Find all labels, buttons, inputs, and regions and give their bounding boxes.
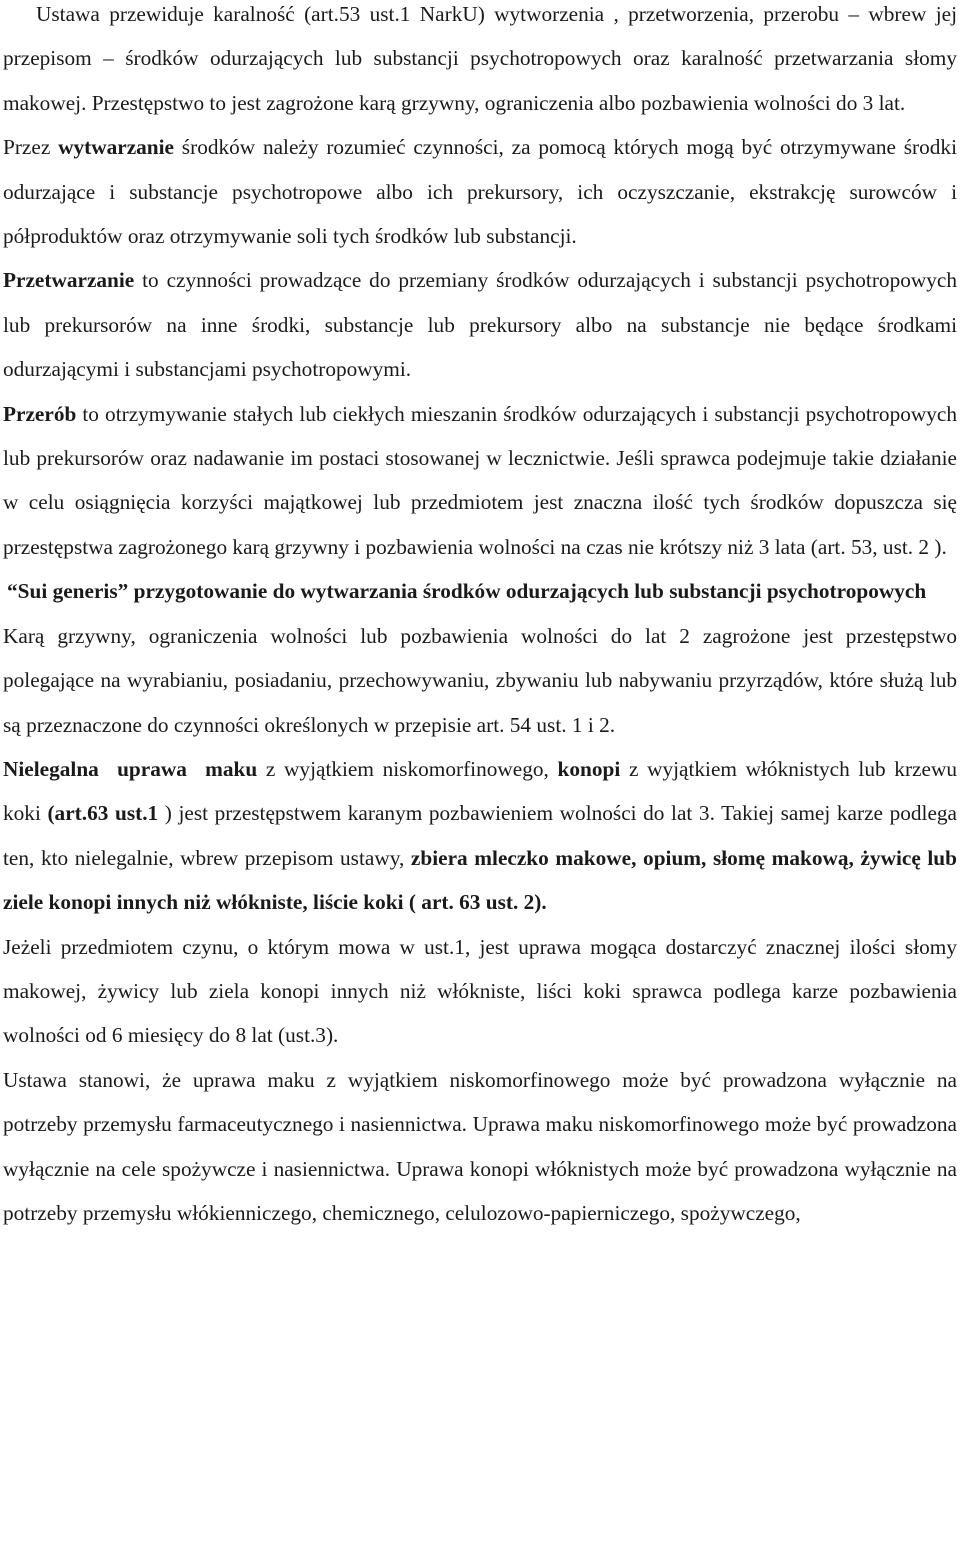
paragraph-instruments [3,614,957,747]
text-run: ) jest przestępstwem karanym pozbawieniem wolności do lat 3. Takiej samej karze podlega ten, kto nielegalnie, wbrew przepisom ustawy, [3,801,958,870]
paragraph-illegal-cultivation [3,747,957,925]
paragraph-permitted-cultivation [3,1058,957,1236]
paragraph-definition-wytwarzanie [3,125,957,258]
bold-term: (art.63 ust.1 [47,801,159,826]
bold-term: Przerób [3,401,77,426]
bold-term: Nielegalna uprawa maku [3,756,258,781]
text-run: to czynności prowadzące do przemiany środków odurzających i substancji psychotropowych lub prekursorów na inne środki, substancje lub prekursory albo na substancje nie będące środkami odurzającymi i substancjami psychotropowymi. [3,268,957,382]
paragraph-penalties-intro [3,0,957,125]
paragraph-aggravated-cultivation [3,925,957,1058]
paragraph-definition-przetwarzanie [3,258,957,391]
text-run: z wyjątkiem niskomorfinowego, [257,756,558,781]
bold-term: konopi [557,756,621,781]
text-run: Ustawa przewiduje karalność (art.53 ust.1 NarkU) wytworzenia , przetworzenia, przerobu – wbrew jej przepisom – środków odurzających lub substancji psychotropowych oraz karalność przetwarzania słomy makowej. Przestępstwo to jest zagrożone karą grzywny, ograniczenia albo pozbawienia wolności do 3 lat. [3,2,957,115]
text-run: Ustawa stanowi, że uprawa maku z wyjątkiem niskomorfinowego może być prowadzona wyłącznie na potrzeby przemysłu farmaceutycznego i nasiennictwa. Uprawa maku niskomorfinowego może być prowadzona wyłącznie na cele spożywcze i nasiennictwa. Uprawa konopi włóknistych może być prowadzona wyłącznie na potrzeby przemysłu włókienniczego, chemicznego, celulozowo-papierniczego, spożywczego, [3,1067,957,1225]
bold-term: zbiera mleczko makowe, opium, słomę makową, żywicę lub ziele konopi innych niż włókniste, liście koki ( art. 63 ust. 2). [3,845,957,915]
text-run: Karą grzywny, ograniczenia wolności lub pozbawienia wolności do lat 2 zagrożone jest przestępstwo polegające na wyrabianiu, posiadaniu, przechowywaniu, zbywaniu lub nabywaniu przyrządów, które służą lub są przeznaczone do czynności określonych w przepisie art. 54 ust. 1 i 2. [3,623,957,737]
text-run: z wyjątkiem włóknistych lub krzewu koki [3,756,957,826]
paragraph-definition-przerob [3,392,957,570]
text-run: Jeżeli przedmiotem czynu, o którym mowa w ust.1, jest uprawa mogąca dostarczyć znacznej ilości słomy makowej, żywicy lub ziela konopi innych niż włókniste, liści koki sprawca podlega karze pozbawienia wolności od 6 miesięcy do 8 lat (ust.3). [3,934,957,1048]
text-run: Przez [3,135,59,160]
text-run: to otrzymywanie stałych lub ciekłych mieszanin środków odurzających i substancji psychotropowych lub prekursorów oraz nadawanie im postaci stosowanej w lecznictwie. Jeśli sprawca podejmuje takie działanie w celu osiągnięcia korzyści majątkowej lub przedmiotem jest znaczna ilość tych środków dopuszcza się przestępstwa zagrożonego karą grzywny i pozbawienia wolności na czas nie krótszy niż 3 lata (art. 53, ust. 2 ). [3,401,957,559]
section-heading: “Sui generis” przygotowanie do wytwarzania środków odurzających lub substancji psychotropowych [7,579,927,604]
bold-term: wytwarzanie [58,135,175,160]
bold-term: Przetwarzanie [3,268,135,293]
text-run: środków należy rozumieć czynności, za pomocą których mogą być otrzymywane środki odurzające i substancje psychotropowe albo ich prekursory, ich oczyszczanie, ekstrakcję surowców i półproduktów oraz otrzymywanie soli tych środków lub substancji. [3,135,957,249]
